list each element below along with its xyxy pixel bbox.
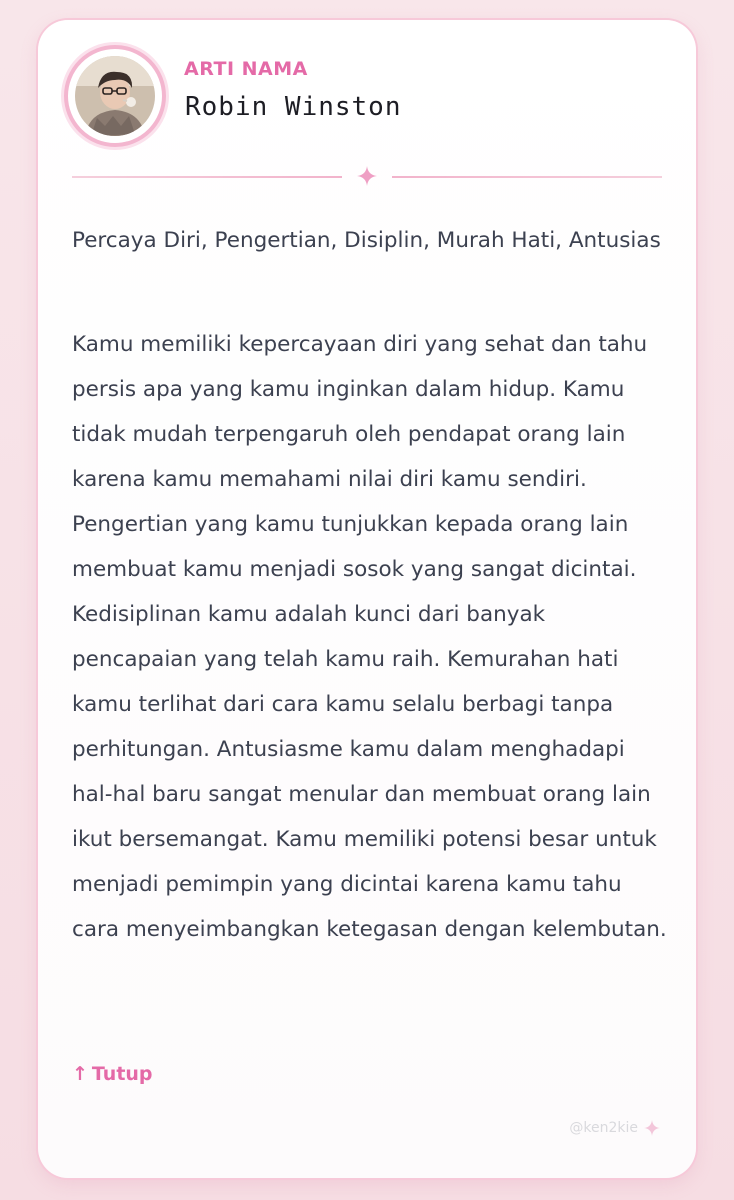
result-card: [38, 20, 696, 1178]
description-text: Kamu memiliki kepercayaan diri yang sehat dan tahu persis apa yang kamu inginkan dalam hidup. Kamu tidak mudah terpengaruh oleh pendapat orang lain karena kamu memahami nilai diri kamu sendiri. Pengertian yang kamu tunjukkan kepada orang lain membuat kamu menjadi sosok yang sangat dicintai. Kedisiplinan kamu adalah kunci dari banyak pencapaian yang telah kamu raih. Kemurahan hati kamu terlihat dari cara kamu selalu berbagi tanpa perhitungan. Antusiasme kamu dalam menghadapi hal-hal baru sangat menular dan membuat orang lain ikut bersemangat. Kamu memiliki potensi besar untuk menjadi pemimpin yang dicintai karena kamu tahu cara menyeimbangkan ketegasan dengan kelembutan.: [72, 332, 667, 942]
profile-photo-icon: [75, 56, 155, 136]
sparkle-icon: [357, 166, 377, 186]
avatar: [75, 56, 155, 136]
watermark-text: @ken2kie: [569, 1120, 638, 1136]
divider-line-left: [72, 176, 342, 178]
page-label: ARTI NAMA: [184, 58, 308, 80]
divider-line-right: [392, 176, 662, 178]
divider: [72, 176, 662, 178]
avatar-frame: [64, 45, 166, 147]
close-label: Tutup: [91, 1063, 153, 1085]
close-button[interactable]: [72, 1063, 153, 1085]
arrow-up-icon: ↑: [72, 1063, 88, 1085]
watermark: [569, 1120, 660, 1136]
person-name: Robin Winston: [185, 92, 402, 122]
traits-text: Percaya Diri, Pengertian, Disiplin, Murah Hati, Antusias: [72, 228, 661, 253]
sparkle-icon: [644, 1120, 660, 1136]
